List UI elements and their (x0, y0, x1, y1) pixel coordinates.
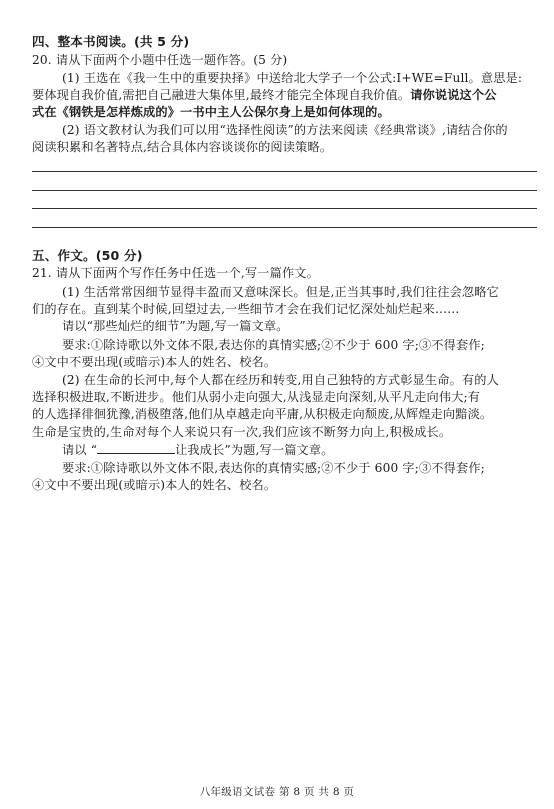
task2-requirements-line2: ④文中不要出现(或暗示)本人的姓名、校名。 (32, 478, 277, 492)
task1-line2: 们的存在。直到某个时候,回望过去,一些细节才会在我们记忆深处灿烂起来…… (32, 302, 460, 316)
section-heading-composition: 五、作文。(50 分) (32, 248, 143, 263)
question-20-stem: 20. 请从下面两个小题中任选一题作答。(5 分) (32, 53, 288, 67)
task2-line1: (2) 在生命的长河中,每个人都在经历和转变,用自己独特的方式彰显生命。有的人 (62, 373, 499, 387)
task2-line4: 生命是宝贵的,生命对每个人来说只有一次,我们应该不断努力向上,积极成长。 (32, 425, 452, 439)
task1-requirements-line2: ④文中不要出现(或暗示)本人的姓名、校名。 (32, 355, 277, 369)
option1-bold-prompt: 请你说说这个公 (410, 88, 497, 102)
task2-line3: 的人选择徘徊犹豫,消极堕落,他们从卓越走向平庸,从积极走向颓废,从辉煌走向黯淡。 (32, 407, 493, 421)
task1-line1: (1) 生活常常因细节显得丰盈而又意味深长。但是,正当其事时,我们往往会忽略它 (62, 285, 499, 299)
question-20-option1-line1: (1) 王选在《我一生中的重要抉择》中送给北大学子一个公式:I+WE=Full。意思是: (62, 71, 523, 85)
question-21-stem: 21. 请从下面两个写作任务中任选一个,写一篇作文。 (32, 266, 319, 280)
answer-line-1 (32, 171, 537, 172)
option1-text: 要体现自我价值,需把自己融进大集体里,最终才能完全体现自我价值。 (32, 88, 411, 102)
task1-requirements-line1: 要求:①除诗歌以外文体不限,表达你的真情实感;②不少于 600 字;③不得套作; (62, 338, 485, 352)
answer-line-3 (32, 208, 537, 209)
title-suffix: 让我成长”为题,写一篇文章。 (175, 443, 334, 457)
answer-line-2 (32, 190, 537, 191)
answer-line-4 (32, 227, 537, 228)
task2-title-instruction (62, 442, 334, 458)
task2-line2: 选择积极进取,不断进步。他们从弱小走向强大,从浅显走向深刻,从平凡走向伟大;有 (32, 390, 481, 404)
question-20-option2-line2: 阅读积累和名著特点,结合具体内容谈谈你的阅读策略。 (32, 140, 333, 154)
task1-title-instruction: 请以“那些灿烂的细节”为题,写一篇文章。 (62, 319, 289, 333)
page-footer: 八年级语文试卷 第 8 页 共 8 页 (199, 786, 355, 798)
question-20-option1-line2 (32, 87, 497, 103)
question-20-option1-line3: 式在《钢铁是怎样炼成的》一书中主人公保尔身上是如何体现的。 (32, 105, 390, 119)
question-20-option2-line1: (2) 语文教材认为我们可以用“选择性阅读”的方法来阅读《经典常谈》,请结合你的 (62, 123, 508, 137)
task2-requirements-line1: 要求:①除诗歌以外文体不限,表达你的真情实感;②不少于 600 字;③不得套作; (62, 461, 485, 475)
title-prefix: 请以 “ (62, 443, 98, 457)
title-blank (97, 443, 175, 454)
section-heading-whole-book-reading: 四、整本书阅读。(共 5 分) (32, 34, 190, 49)
